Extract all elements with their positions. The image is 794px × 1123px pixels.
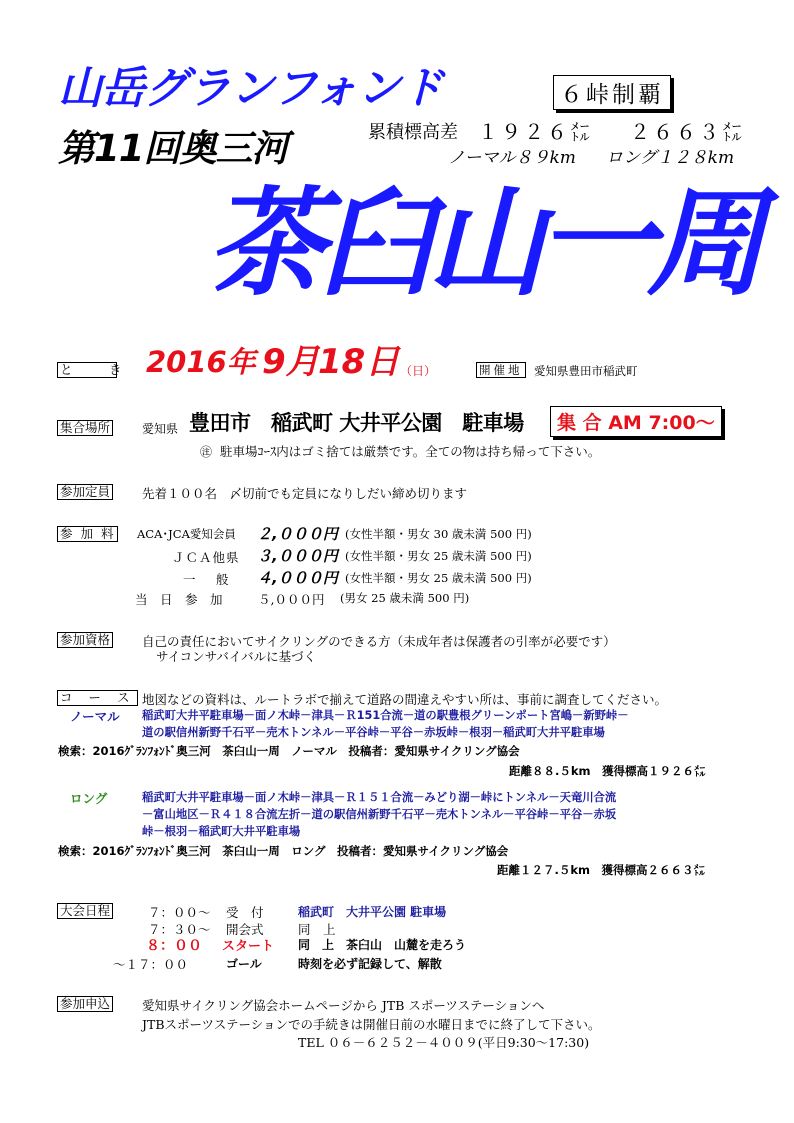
event-year: 2016年 <box>146 345 256 379</box>
distance-normal: ノーマル８９km <box>448 148 576 168</box>
capacity-label: 参加定員 <box>57 484 113 500</box>
long-route-line: 稲武町大井平駐車場－面ノ木峠－津具－Ｒ１５１合流－みどり湖－峠にトンネル－天竜川合流 <box>142 791 617 804</box>
course-label: コ ー ス <box>57 690 138 706</box>
meeting-note: 駐車場ｺｰｽ内はゴミ捨ては厳禁です。全ての物は持ち帰って下さい。 <box>220 444 601 459</box>
meeting-prefix: 愛知県 <box>142 422 179 436</box>
schedule-time: ７：００～ <box>148 905 211 920</box>
event-weekday: （日） <box>400 364 437 378</box>
meeting-label: 集合場所 <box>57 420 113 436</box>
schedule-label: 大会日程 <box>57 903 113 919</box>
meeting-place: 豊田市 稲武町 大井平公園 駐車場 <box>189 411 524 435</box>
passes-badge: ６峠制覇 <box>553 75 671 110</box>
qualification-line1: 自己の責任においてサイクリングのできる方（未成年者は保護者の引率が必要です） <box>142 634 616 649</box>
fee-amount: ３,０００円 <box>257 547 338 565</box>
schedule-time-start: ８：００ <box>146 938 202 954</box>
distance-long: ロング１２８km <box>606 148 735 168</box>
fee-label: 参 加 料 <box>57 526 118 542</box>
main-title: 茶臼山一周 <box>207 174 758 312</box>
fee-category: 一 般 <box>183 572 233 587</box>
apply-label: 参加申込 <box>57 996 113 1012</box>
fee-note: (女性半額・男女 25 歳未満 500 円) <box>345 549 532 563</box>
schedule-event: 受 付 <box>226 905 264 920</box>
sameday-amount: ５,０００円 <box>258 592 325 607</box>
event-day: 18日 <box>318 342 400 382</box>
schedule-time: ～１７：００ <box>113 957 189 972</box>
schedule-time: ７：３０～ <box>148 922 211 937</box>
edition-title: 第11回奥三河 <box>58 127 288 170</box>
qualification-label: 参加資格 <box>57 632 113 648</box>
apply-line2: JTBスポーツステーションでの手続きは開催日前の水曜日までに終了して下さい。 <box>142 1017 601 1032</box>
long-distance: 距離１２７.５km 獲得標高２６６３㍍ <box>497 863 705 877</box>
long-course-name: ロング <box>70 791 108 806</box>
fee-amount: ４,０００円 <box>257 569 338 587</box>
schedule-detail: 同 上 茶臼山 山麓を走ろう <box>298 938 467 952</box>
elevation-normal: １９２６㍍ <box>478 120 593 144</box>
schedule-event-start: スタート <box>222 939 275 954</box>
event-month: 9月 <box>262 342 320 382</box>
long-route-line: 峠－根羽－稲武町大井平駐車場 <box>142 825 301 838</box>
schedule-event: 開会式 <box>226 922 264 937</box>
normal-distance: 距離８８.５km 獲得標高１９２６㍍ <box>509 764 706 778</box>
schedule-detail: 時刻を必ず記録して、解散 <box>298 957 442 971</box>
sameday-label: 当 日 参 加 <box>135 592 223 607</box>
long-search-text: 検索：2016ｸﾞﾗﾝﾌｫﾝﾄﾞ奥三河 茶臼山一周 ロング 投稿者：愛知県サイクリング協会 <box>58 844 509 858</box>
apply-tel: TEL ０６－６２５２－４００９(平日9:30～17:30) <box>298 1035 590 1050</box>
apply-line1: 愛知県サイクリング協会ホームページから JTB スポーツステーションへ <box>142 998 545 1013</box>
normal-search-text: 検索：2016ｸﾞﾗﾝﾌｫﾝﾄﾞ奥三河 茶臼山一周 ノーマル 投稿者：愛知県サイクリング協会 <box>58 744 520 758</box>
schedule-detail: 同 上 <box>298 922 336 937</box>
fee-category: ACA･JCA愛知会員 <box>137 527 236 541</box>
host-label: 開催地 <box>476 362 526 378</box>
normal-route-line: 稲武町大井平駐車場－面ノ木峠－津具－Ｒ151合流－道の駅豊根グリーンポート宮嶋－新野峠－ <box>142 709 629 722</box>
course-intro: 地図などの資料は、ルートラボで揃えて道路の間違えやすい所は、事前に調査してください。 <box>142 692 668 707</box>
fee-note: (女性半額・男女 30 歳未満 500 円) <box>345 527 532 541</box>
note-icon: ㊟ <box>200 445 213 459</box>
qualification-line2: サイコンサバイバルに基づく <box>156 649 317 664</box>
date-label: と き <box>57 362 117 378</box>
schedule-detail: 稲武町 大井平公園 駐車場 <box>298 905 447 919</box>
host-place: 愛知県豊田市稲武町 <box>534 364 638 378</box>
elevation-long: ２６６３㍍ <box>630 120 745 144</box>
normal-course-name: ノーマル <box>70 709 120 724</box>
sameday-note: (男女 25 歳未満 500 円) <box>340 591 470 605</box>
fee-amount: ２,０００円 <box>257 525 338 543</box>
fee-note: (女性半額・男女 25 歳未満 500 円) <box>345 571 532 585</box>
fee-category: ＪＣＡ他県 <box>172 550 240 565</box>
schedule-event: ゴール <box>226 957 262 971</box>
capacity-text: 先着１００名 〆切前でも定員になりしだい締め切ります <box>142 486 468 501</box>
meeting-time-badge: 集 合 AM 7:00～ <box>550 406 722 437</box>
normal-route-line: 道の駅信州新野千石平－売木トンネル－平谷峠－平谷－赤坂峠－根羽－稲武町大井平駐車場 <box>142 726 605 739</box>
series-title: 山岳グランフォンド <box>58 63 443 114</box>
long-route-line: －富山地区－Ｒ４１８合流左折－道の駅信州新野千石平－売木トンネル－平谷峠－平谷－赤坂 <box>142 808 617 821</box>
elevation-label: 累積標高差 <box>368 122 458 143</box>
